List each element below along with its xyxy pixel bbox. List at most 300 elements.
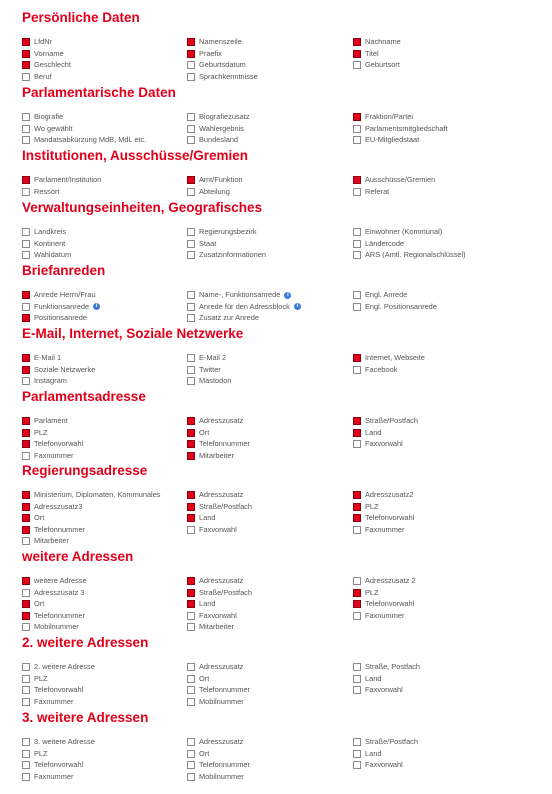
field-option-adresszusatz[interactable]	[187, 736, 243, 748]
checkbox-checked[interactable]	[22, 514, 30, 522]
field-option-telefonvorwahl[interactable]	[22, 438, 83, 450]
info-icon[interactable]: i	[284, 292, 291, 299]
checkbox-unchecked[interactable]	[187, 73, 195, 81]
checkbox-checked[interactable]	[187, 514, 195, 522]
field-option-telefonvorwahl[interactable]	[353, 512, 414, 524]
checkbox-unchecked[interactable]	[187, 303, 195, 311]
checkbox-unchecked[interactable]	[187, 188, 195, 196]
option-label: Positionsanrede	[34, 313, 88, 322]
checkbox-unchecked[interactable]	[353, 61, 361, 69]
option-label: Adresszusatz3	[34, 501, 83, 511]
checkbox-unchecked[interactable]	[353, 675, 361, 683]
checkbox-unchecked[interactable]	[187, 291, 195, 299]
option-label: Praefix	[199, 48, 223, 58]
checkbox-checked[interactable]	[22, 366, 30, 374]
field-option-faxnummer[interactable]	[353, 524, 404, 536]
checkbox-checked[interactable]	[22, 491, 30, 499]
checkbox-checked[interactable]	[353, 600, 361, 608]
field-option-kontinent[interactable]	[22, 238, 65, 250]
checkbox-unchecked[interactable]	[187, 240, 195, 248]
checkbox-checked[interactable]	[187, 600, 195, 608]
checkbox-checked[interactable]	[187, 417, 195, 425]
field-option-titel[interactable]	[353, 48, 379, 60]
field-option-mitarbeiter[interactable]	[187, 621, 234, 633]
checkbox-unchecked[interactable]	[353, 663, 361, 671]
checkbox-unchecked[interactable]	[22, 452, 30, 460]
checkbox-unchecked[interactable]	[353, 738, 361, 746]
field-option-geburtsdatum[interactable]	[187, 59, 246, 71]
field-option-mobilnummer[interactable]	[187, 771, 244, 783]
checkbox-unchecked[interactable]	[353, 303, 361, 311]
field-option-ausschuesse-gremien[interactable]	[353, 174, 435, 186]
checkbox-unchecked[interactable]	[353, 188, 361, 196]
field-option-zusatz-zur-anrede[interactable]	[187, 312, 259, 324]
option-label: Telefonnummer	[34, 524, 85, 534]
field-option-landkreis[interactable]	[22, 226, 66, 238]
field-option-fraktion-partei[interactable]	[353, 111, 413, 123]
option-label: Vorname	[34, 48, 64, 58]
option-label: Anrede für den Adressblock	[199, 301, 290, 311]
field-option-2-weitere-adresse[interactable]	[22, 661, 95, 673]
checkbox-checked[interactable]	[353, 113, 361, 121]
checkbox-unchecked[interactable]	[187, 773, 195, 781]
checkbox-unchecked[interactable]	[187, 526, 195, 534]
checkbox-unchecked[interactable]	[22, 188, 30, 196]
field-option-mastodon[interactable]	[187, 375, 231, 387]
field-option-telefonnummer[interactable]	[22, 610, 85, 622]
option-label: Geburtsort	[365, 60, 400, 69]
option-label: Adresszusatz	[199, 737, 244, 746]
checkbox-checked[interactable]	[187, 176, 195, 184]
field-option-adresszusatz[interactable]	[187, 575, 243, 587]
field-option-faxnummer[interactable]	[22, 696, 73, 708]
option-label: Ort	[199, 748, 210, 758]
checkbox-checked[interactable]	[187, 503, 195, 511]
checkbox-checked[interactable]	[187, 50, 195, 58]
field-option-mitarbeiter[interactable]	[22, 535, 69, 547]
checkbox-checked[interactable]	[187, 452, 195, 460]
field-option-adresszusatz2[interactable]	[353, 489, 413, 501]
field-option-ars-amtl-regionalschluessel[interactable]	[353, 249, 466, 261]
checkbox-unchecked[interactable]	[22, 663, 30, 671]
option-label: EU-Mitgliedstaat	[365, 135, 420, 144]
option-label: Mitarbeiter	[199, 622, 234, 631]
field-option-parlament[interactable]	[22, 415, 68, 427]
option-label: Faxvorwahl	[365, 685, 403, 694]
field-option-telefonvorwahl[interactable]	[22, 684, 83, 696]
field-option-adresszusatz[interactable]	[187, 415, 243, 427]
checkbox-unchecked[interactable]	[187, 612, 195, 620]
option-label: Telefonvorwahl	[365, 513, 415, 522]
option-label: Adresszusatz2	[365, 490, 414, 499]
option-label: Internet, Webseite	[365, 353, 425, 362]
field-option-land[interactable]	[187, 512, 215, 524]
checkbox-unchecked[interactable]	[353, 366, 361, 374]
checkbox-unchecked[interactable]	[187, 663, 195, 671]
field-option-engl-anrede[interactable]	[353, 289, 407, 301]
checkbox-unchecked[interactable]	[353, 291, 361, 299]
checkbox-checked[interactable]	[353, 417, 361, 425]
option-label: Faxnummer	[34, 696, 74, 706]
checkbox-checked[interactable]	[22, 429, 30, 437]
option-label: Namenszeile	[199, 37, 242, 46]
field-option-3-weitere-adresse[interactable]	[22, 736, 95, 748]
checkbox-checked[interactable]	[22, 291, 30, 299]
option-label: Land	[199, 513, 216, 522]
option-label: Adresszusatz	[199, 490, 244, 499]
checkbox-unchecked[interactable]	[187, 750, 195, 758]
field-option-land[interactable]	[187, 598, 215, 610]
field-option-vorname[interactable]	[22, 48, 64, 60]
field-option-abteilung[interactable]	[187, 186, 230, 198]
field-option-zusatzinformationen[interactable]	[187, 249, 266, 261]
checkbox-unchecked[interactable]	[22, 125, 30, 133]
field-option-wo-gewaehlt[interactable]	[22, 123, 72, 135]
field-option-geburtsort[interactable]	[353, 59, 400, 71]
field-option-beruf[interactable]	[22, 71, 52, 83]
field-option-engl-positionsanrede[interactable]	[353, 301, 437, 313]
field-option-land[interactable]	[353, 748, 381, 760]
field-option-funktionsanrede[interactable]	[22, 301, 100, 313]
option-label: PLZ	[34, 427, 48, 437]
option-label: Faxnummer	[365, 524, 405, 534]
option-label: E-Mail 2	[199, 353, 227, 362]
field-option-facebook[interactable]	[353, 364, 397, 376]
field-option-adresszusatz[interactable]	[187, 489, 243, 501]
checkbox-unchecked[interactable]	[187, 61, 195, 69]
option-label: Telefonvorwahl	[365, 599, 415, 608]
field-option-nachname[interactable]	[353, 36, 401, 48]
option-label: Land	[365, 427, 382, 437]
option-label: Twitter	[199, 364, 221, 374]
field-option-mitarbeiter[interactable]	[187, 450, 234, 462]
field-option-plz[interactable]	[353, 587, 379, 599]
option-label: Bundesland	[199, 135, 239, 144]
field-option-mobilnummer[interactable]	[187, 696, 244, 708]
field-option-anrede-herrn-frau[interactable]	[22, 289, 96, 301]
checkbox-unchecked[interactable]	[22, 773, 30, 781]
checkbox-unchecked[interactable]	[22, 113, 30, 121]
field-option-internet-webseite[interactable]	[353, 352, 425, 364]
field-option-adresszusatz[interactable]	[187, 661, 243, 673]
field-option-biografiezusatz[interactable]	[187, 111, 250, 123]
field-option-faxnummer[interactable]	[22, 450, 73, 462]
checkbox-checked[interactable]	[22, 38, 30, 46]
section-persoenliche-daten	[0, 10, 552, 94]
checkbox-checked[interactable]	[22, 61, 30, 69]
info-icon[interactable]: i	[294, 303, 301, 310]
checkbox-checked[interactable]	[353, 589, 361, 597]
field-option-bundesland[interactable]	[187, 134, 238, 146]
field-option-einwohner-kommunal[interactable]	[353, 226, 442, 238]
checkbox-checked[interactable]	[22, 440, 30, 448]
checkbox-unchecked[interactable]	[187, 228, 195, 236]
checkbox-unchecked[interactable]	[187, 761, 195, 769]
option-label: Ministerium, Diplomaten, Kommunales	[34, 490, 161, 499]
field-option-e-mail-1[interactable]	[22, 352, 61, 364]
option-label: Landkreis	[34, 227, 67, 236]
field-option-faxvorwahl[interactable]	[353, 438, 403, 450]
checkbox-unchecked[interactable]	[187, 354, 195, 362]
checkbox-unchecked[interactable]	[353, 240, 361, 248]
option-label: Staat	[199, 238, 217, 248]
checkbox-checked[interactable]	[187, 429, 195, 437]
checkbox-unchecked[interactable]	[353, 136, 361, 144]
section-title: Persönliche Daten	[22, 10, 140, 25]
checkbox-unchecked[interactable]	[353, 686, 361, 694]
field-option-e-mail-2[interactable]	[187, 352, 226, 364]
option-label: 2. weitere Adresse	[34, 662, 95, 671]
option-label: Land	[365, 748, 382, 758]
field-option-strasse-postfach[interactable]	[187, 587, 252, 599]
option-label: Ort	[34, 513, 45, 522]
option-label: Instagram	[34, 376, 67, 385]
checkbox-unchecked[interactable]	[22, 623, 30, 631]
field-option-faxvorwahl[interactable]	[187, 610, 237, 622]
checkbox-unchecked[interactable]	[22, 738, 30, 746]
checkbox-unchecked[interactable]	[187, 686, 195, 694]
field-option-anrede-fuer-den-adressblock[interactable]	[187, 301, 301, 313]
field-option-plz[interactable]	[22, 673, 48, 685]
field-option-telefonnummer[interactable]	[187, 438, 250, 450]
option-label: Parlamentsmitgliedschaft	[365, 123, 448, 133]
checkbox-unchecked[interactable]	[187, 314, 195, 322]
field-option-faxnummer[interactable]	[353, 610, 404, 622]
checkbox-checked[interactable]	[353, 503, 361, 511]
checkbox-unchecked[interactable]	[353, 577, 361, 585]
field-option-mandatsabkuerzung-mdb-mdl-etc[interactable]	[22, 134, 146, 146]
checkbox-unchecked[interactable]	[353, 526, 361, 534]
option-label: Faxnummer	[34, 771, 74, 781]
field-option-telefonnummer[interactable]	[187, 684, 250, 696]
checkbox-unchecked[interactable]	[353, 125, 361, 133]
checkbox-unchecked[interactable]	[187, 738, 195, 746]
field-option-faxnummer[interactable]	[22, 771, 73, 783]
field-option-staat[interactable]	[187, 238, 216, 250]
checkbox-checked[interactable]	[22, 354, 30, 362]
checkbox-checked[interactable]	[353, 38, 361, 46]
option-label: Regierungsbezirk	[199, 227, 257, 236]
option-label: Zusatz zur Anrede	[199, 313, 259, 322]
field-option-plz[interactable]	[22, 427, 48, 439]
checkbox-unchecked[interactable]	[22, 136, 30, 144]
checkbox-unchecked[interactable]	[187, 675, 195, 683]
field-option-plz[interactable]	[22, 748, 48, 760]
field-option-wahldatum[interactable]	[22, 249, 71, 261]
field-option-eu-mitgliedstaat[interactable]	[353, 134, 419, 146]
field-option-ort[interactable]	[22, 512, 44, 524]
field-option-parlament-institution[interactable]	[22, 174, 101, 186]
field-option-name-funktionsanrede[interactable]	[187, 289, 291, 301]
checkbox-unchecked[interactable]	[353, 228, 361, 236]
field-option-biografie[interactable]	[22, 111, 63, 123]
checkbox-unchecked[interactable]	[22, 675, 30, 683]
field-option-lfdnr[interactable]	[22, 36, 52, 48]
checkbox-checked[interactable]	[22, 314, 30, 322]
checkbox-checked[interactable]	[22, 503, 30, 511]
option-label: Wo gewählt	[34, 123, 73, 133]
section-title: Parlamentsadresse	[22, 389, 146, 404]
checkbox-unchecked[interactable]	[22, 240, 30, 248]
checkbox-checked[interactable]	[353, 491, 361, 499]
field-option-instagram[interactable]	[22, 375, 67, 387]
field-option-land[interactable]	[353, 673, 381, 685]
checkbox-unchecked[interactable]	[22, 761, 30, 769]
section-title: Institutionen, Ausschüsse/Gremien	[22, 148, 249, 163]
option-label: Faxvorwahl	[199, 524, 237, 534]
checkbox-checked[interactable]	[22, 612, 30, 620]
option-label: Adresszusatz 2	[365, 576, 416, 585]
field-option-twitter[interactable]	[187, 364, 221, 376]
field-option-ministerium-diplomaten-kommunales[interactable]	[22, 489, 161, 501]
field-option-referat[interactable]	[353, 186, 389, 198]
field-option-strasse-postfach[interactable]	[353, 736, 418, 748]
field-option-strasse-postfach[interactable]	[187, 501, 252, 513]
section-title: Verwaltungseinheiten, Geografisches	[22, 200, 263, 215]
option-label: Mobilnummer	[34, 622, 79, 631]
option-label: Mandatsabkürzung MdB, MdL etc.	[34, 135, 147, 144]
field-option-positionsanrede[interactable]	[22, 312, 87, 324]
field-option-amt-funktion[interactable]	[187, 174, 243, 186]
field-option-laendercode[interactable]	[353, 238, 404, 250]
info-icon[interactable]: i	[93, 303, 100, 310]
option-label: Land	[365, 673, 382, 683]
field-option-telefonnummer[interactable]	[22, 524, 85, 536]
field-option-telefonvorwahl[interactable]	[353, 598, 414, 610]
checkbox-unchecked[interactable]	[22, 698, 30, 706]
checkbox-unchecked[interactable]	[22, 303, 30, 311]
option-label: Mobilnummer	[199, 771, 244, 781]
checkbox-unchecked[interactable]	[353, 750, 361, 758]
checkbox-checked[interactable]	[22, 526, 30, 534]
field-option-adresszusatz-3[interactable]	[22, 587, 85, 599]
checkbox-unchecked[interactable]	[187, 113, 195, 121]
field-option-ort[interactable]	[187, 748, 209, 760]
option-label: Engl. Positionsanrede	[365, 301, 437, 311]
field-option-strasse-postfach[interactable]	[353, 415, 418, 427]
checkbox-checked[interactable]	[353, 176, 361, 184]
checkbox-checked[interactable]	[187, 577, 195, 585]
field-option-ort[interactable]	[187, 673, 209, 685]
option-label: Adresszusatz 3	[34, 587, 85, 597]
field-option-adresszusatz3[interactable]	[22, 501, 82, 513]
field-option-geschlecht[interactable]	[22, 59, 71, 71]
field-option-namenszeile[interactable]	[187, 36, 242, 48]
checkbox-unchecked[interactable]	[22, 750, 30, 758]
checkbox-unchecked[interactable]	[187, 366, 195, 374]
option-label: Mastodon	[199, 376, 232, 385]
field-option-ort[interactable]	[187, 427, 209, 439]
checkbox-unchecked[interactable]	[22, 537, 30, 545]
option-label: Zusatzinformationen	[199, 250, 266, 259]
field-option-regierungsbezirk[interactable]	[187, 226, 257, 238]
checkbox-unchecked[interactable]	[187, 623, 195, 631]
field-option-ressort[interactable]	[22, 186, 59, 198]
field-option-telefonnummer[interactable]	[187, 759, 250, 771]
field-option-land[interactable]	[353, 427, 381, 439]
checkbox-unchecked[interactable]	[353, 612, 361, 620]
checkbox-unchecked[interactable]	[22, 686, 30, 694]
field-option-plz[interactable]	[353, 501, 379, 513]
checkbox-unchecked[interactable]	[22, 73, 30, 81]
checkbox-unchecked[interactable]	[187, 125, 195, 133]
option-label: Titel	[365, 48, 379, 58]
field-option-soziale-netzwerke[interactable]	[22, 364, 95, 376]
field-option-praefix[interactable]	[187, 48, 222, 60]
checkbox-unchecked[interactable]	[353, 251, 361, 259]
field-option-weitere-adresse[interactable]	[22, 575, 87, 587]
checkbox-checked[interactable]	[187, 589, 195, 597]
checkbox-checked[interactable]	[353, 514, 361, 522]
field-option-faxvorwahl[interactable]	[353, 759, 403, 771]
checkbox-checked[interactable]	[353, 429, 361, 437]
checkbox-checked[interactable]	[187, 491, 195, 499]
option-label: Sprachkenntnisse	[199, 71, 258, 81]
option-label: Mitarbeiter	[199, 450, 234, 460]
field-option-telefonvorwahl[interactable]	[22, 759, 83, 771]
field-option-strasse-postfach[interactable]	[353, 661, 420, 673]
option-label: Straße, Postfach	[365, 662, 421, 671]
checkbox-checked[interactable]	[22, 577, 30, 585]
option-label: Mobilnummer	[199, 696, 244, 706]
option-label: Faxvorwahl	[365, 439, 403, 448]
section-regierungsadresse	[0, 463, 552, 547]
checkbox-unchecked[interactable]	[187, 377, 195, 385]
checkbox-checked[interactable]	[22, 600, 30, 608]
checkbox-unchecked[interactable]	[353, 440, 361, 448]
section-title: Regierungsadresse	[22, 463, 148, 478]
field-option-adresszusatz-2[interactable]	[353, 575, 416, 587]
checkbox-unchecked[interactable]	[187, 136, 195, 144]
option-label: E-Mail 1	[34, 353, 62, 362]
checkbox-unchecked[interactable]	[353, 761, 361, 769]
checkbox-checked[interactable]	[187, 440, 195, 448]
checkbox-checked[interactable]	[22, 417, 30, 425]
checkbox-checked[interactable]	[353, 354, 361, 362]
option-label: Geburtsdatum	[199, 60, 246, 69]
checkbox-unchecked[interactable]	[22, 589, 30, 597]
option-label: PLZ	[365, 587, 379, 597]
checkbox-unchecked[interactable]	[22, 228, 30, 236]
option-label: Beruf	[34, 71, 52, 81]
option-label: Ort	[199, 673, 210, 683]
option-label: LfdNr	[34, 37, 53, 46]
field-option-ort[interactable]	[22, 598, 44, 610]
checkbox-checked[interactable]	[187, 38, 195, 46]
checkbox-unchecked[interactable]	[187, 251, 195, 259]
checkbox-unchecked[interactable]	[187, 698, 195, 706]
field-option-parlamentsmitgliedschaft[interactable]	[353, 123, 448, 135]
field-option-faxvorwahl[interactable]	[353, 684, 403, 696]
option-label: Faxvorwahl	[365, 760, 403, 769]
field-option-wahlergebnis[interactable]	[187, 123, 244, 135]
field-option-faxvorwahl[interactable]	[187, 524, 237, 536]
option-label: Straße/Postfach	[199, 587, 252, 597]
option-label: Ort	[199, 427, 210, 437]
checkbox-checked[interactable]	[22, 50, 30, 58]
field-option-sprachkenntnisse[interactable]	[187, 71, 258, 83]
checkbox-unchecked[interactable]	[22, 377, 30, 385]
checkbox-unchecked[interactable]	[22, 251, 30, 259]
section-title: Parlamentarische Daten	[22, 85, 176, 100]
checkbox-checked[interactable]	[22, 176, 30, 184]
option-label: weitere Adresse	[34, 576, 87, 585]
checkbox-checked[interactable]	[353, 50, 361, 58]
option-label: Einwohner (Kommunal)	[365, 227, 443, 236]
option-label: Amt/Funktion	[199, 175, 243, 184]
field-option-mobilnummer[interactable]	[22, 621, 79, 633]
option-label: 3. weitere Adresse	[34, 737, 95, 746]
